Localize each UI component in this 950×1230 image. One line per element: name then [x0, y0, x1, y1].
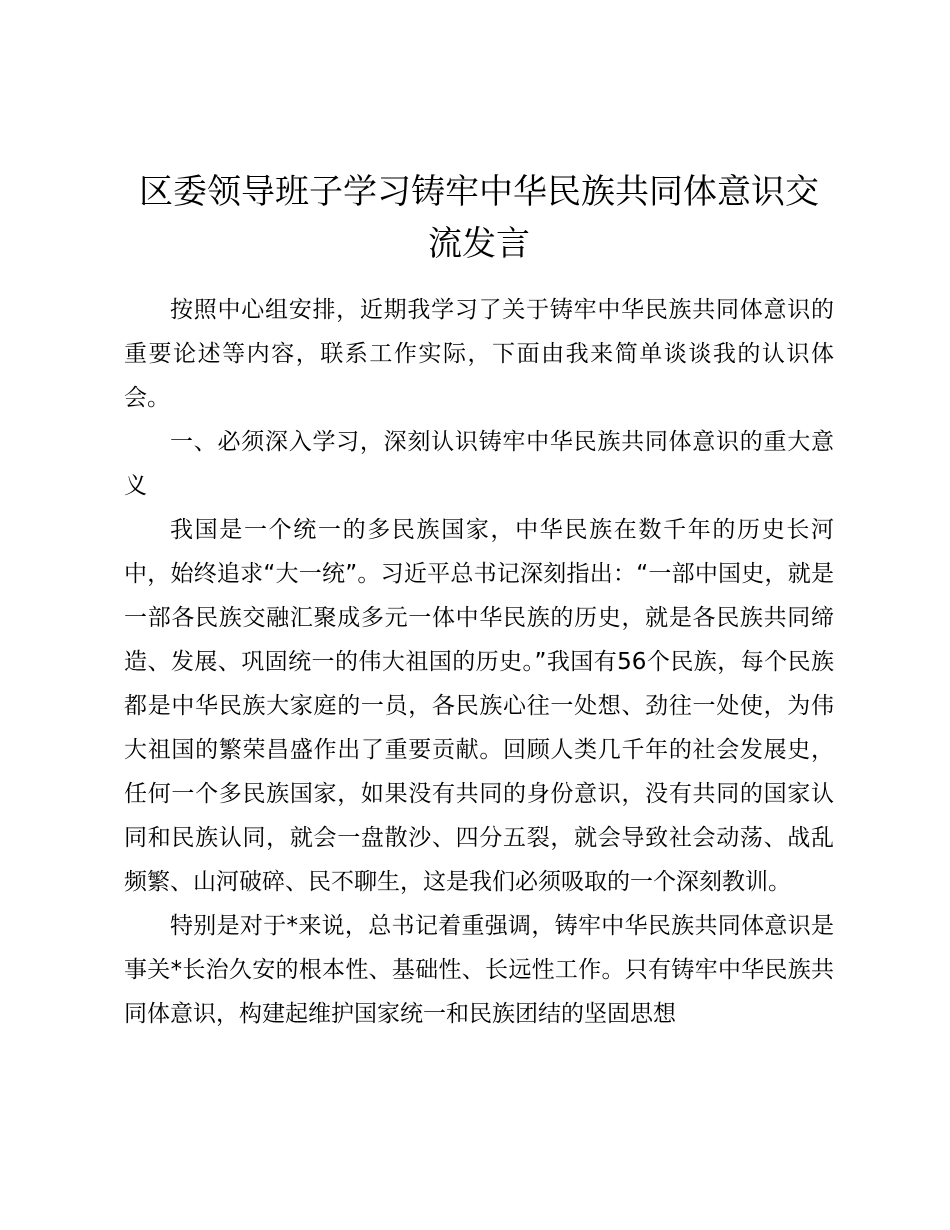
- document-title: 区委领导班子学习铸牢中华民族共同体意识交流发言: [139, 172, 819, 264]
- paragraph-emphasis: 特别是对于*来说，总书记着重强调，铸牢中华民族共同体意识是事关*长治久安的根本性、基础性、长远性工作。只有铸牢中华民族共同体意识，构建起维护国家统一和民族团结的坚固思想: [124, 913, 834, 1027]
- document-body: [124, 166, 834, 1036]
- paragraph-history: 我国是一个统一的多民族国家，中华民族在数千年的历史长河中，始终追求“大一统”。习近平总书记深刻指出：“一部中国史，就是一部各民族交融汇聚成多元一体中华民族的历史，就是各民族共同缔造、发展、巩固统一的伟大祖国的历史。”我国有56个民族，每个民族都是中华民族大家庭的一员，各民族心往一处想、劲往一处使，为伟大祖国的繁荣昌盛作出了重要贡献。回顾人类几千年的社会发展史，任何一个多民族国家，如果没有共同的身份意识，没有共同的国家认同和民族认同，就会一盘散沙、四分五裂，就会导致社会动荡、战乱频繁、山河破碎、民不聊生，这是我们必须吸取的一个深刻教训。: [124, 517, 834, 895]
- paragraph-intro: 按照中心组安排，近期我学习了关于铸牢中华民族共同体意识的重要论述等内容，联系工作实际，下面由我来简单谈谈我的认识体会。: [124, 297, 834, 411]
- section-heading-1: 一、必须深入学习，深刻认识铸牢中华民族共同体意识的重大意义: [124, 429, 834, 499]
